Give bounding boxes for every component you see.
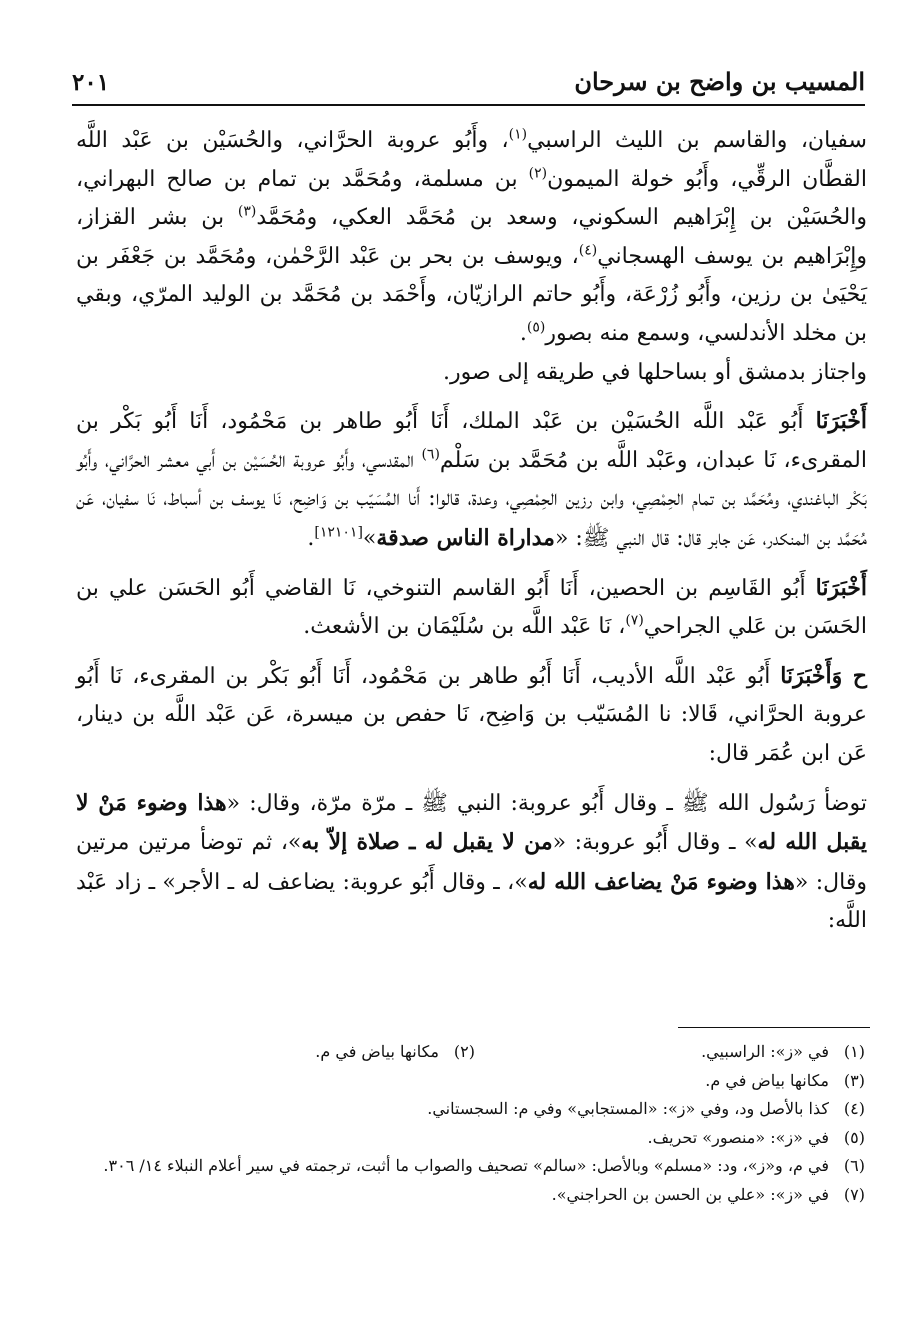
text-run: واجتاز بدمشق أو بساحلها في طريقه إلى صور. bbox=[443, 359, 867, 385]
footnote-number: (٢) bbox=[453, 1042, 475, 1061]
hadith-text: هذا وضوء مَنْ لا يقبل الله له bbox=[76, 789, 867, 856]
text-run: المقدسي، وأَبُو عروبة الحُسَيْن بن أَبي معشر الحرَّاني، وأَبُو بَكْر الباغندي، ومُحَمَّد بن تمام الحِمْصِي، وابن رزين الحِمْصِي، وعدة، قالوا: أَنا المُسَيّب بن وَاضِح، نَا يوسف بن أسباط، نَا سفيان، عَن مُحَمَّد بن المنكدر، عَن جابر قال: قال النبي ﷺ: « bbox=[76, 447, 867, 551]
footnote-ref: (٤) bbox=[578, 242, 598, 259]
footnote-ref: (٣) bbox=[237, 203, 257, 220]
footnote-text: في «ز»: «منصور» تحريف. bbox=[647, 1127, 829, 1147]
text-run: ، وأَبُو عروبة الحرَّاني، والحُسَيْن بن عَبْد اللَّه القطَّان الرقِّي، وأَبُو خولة الميمون bbox=[76, 128, 867, 192]
text-run: ، ويوسف بن بحر بن عَبْد الرَّحْمٰن، ومُحَمَّد بن جَعْفَر بن يَحْيَىٰ بن رزين، وأَبُو زُرْعَة، وأَبُو حاتم الرازيّان، وأَحْمَد بن مُحَمَّد بن الوليد المرّي، وبقي بن مخلد الأندلسي، وسمع منه بصور bbox=[76, 243, 867, 346]
footnote-number: (١) bbox=[843, 1042, 865, 1061]
footnote-2 bbox=[315, 1038, 475, 1067]
paragraph bbox=[76, 402, 867, 558]
footnote-text: في م، و«ز»، ود: «مسلم» وبالأصل: «سالم» تصحيف والصواب ما أثبت، ترجمته في سير أعلام النبلاء ١٤/ ٣٠٦. bbox=[103, 1156, 829, 1175]
text-run: أَبُو عَبْد اللَّه الأديب، أَنَا أَبُو طاهر بن مَحْمُود، أَنَا أَبُو بَكْر بن المقرىء، نَا أَبُو عروبة الحرَّاني، قَالا: نا المُسَيّب بن وَاضِح، نَا حفص بن ميسرة، عَن عَبْد اللَّه بن دينار، عَن ابن عُمَر قال: bbox=[76, 663, 867, 766]
text-run: » ـ وقال أَبُو عروبة: « bbox=[552, 830, 758, 856]
text-run: أَبُو عَبْد اللَّه الحُسَيْن بن عَبْد الملك، أَنَا أَبُو طاهر بن مَحْمُود، أَنَا أَبُو بَكْر بن المقرىء، نَا عبدان، وعَبْد اللَّه بن مُحَمَّد بن سَلْم bbox=[76, 409, 867, 473]
hadith-text: مداراة الناس صدقة bbox=[376, 524, 555, 551]
footnote-number: (٥) bbox=[843, 1127, 865, 1147]
paragraph bbox=[76, 122, 867, 354]
footnote-5 bbox=[80, 1124, 865, 1153]
footnote-ref: (١) bbox=[508, 126, 528, 143]
footnote-number: (٦) bbox=[843, 1156, 865, 1175]
footnotes bbox=[80, 1038, 865, 1209]
footnote-separator bbox=[678, 1027, 870, 1028]
isnad-keyword: أَخْبَرَنَا bbox=[815, 408, 867, 435]
footnote-1 bbox=[475, 1038, 865, 1067]
text-run: . bbox=[307, 525, 315, 551]
footnote-4 bbox=[80, 1095, 865, 1124]
paragraph bbox=[76, 354, 867, 393]
footnote-text: مكانها بياض في م. bbox=[315, 1042, 439, 1061]
paragraph bbox=[76, 657, 867, 774]
text-run: بن مسلمة، ومُحَمَّد بن تمام بن صالح البهراني، والحُسَيْن بن إِبْرَاهيم السكوني، وسعد بن مُحَمَّد العكي، ومُحَمَّد bbox=[76, 166, 867, 231]
isnad-keyword: ح وَأَخْبَرَنَا bbox=[780, 662, 867, 689]
footnote-ref: (٧) bbox=[625, 612, 644, 629]
paragraph bbox=[76, 569, 867, 647]
page-number: ٢٠١ bbox=[72, 69, 110, 96]
text-run: سفيان، والقاسم بن الليث الراسبي bbox=[527, 128, 867, 153]
footnote-number: (٣) bbox=[843, 1070, 865, 1090]
text-run: بن بشر القزاز، وإِبْرَاهيم بن يوسف الهسجاني bbox=[76, 205, 867, 269]
footnote-number: (٤) bbox=[843, 1099, 865, 1118]
footnote-ref: (٢) bbox=[528, 165, 548, 182]
paragraph bbox=[76, 784, 867, 941]
text-run: . bbox=[519, 320, 527, 346]
footnote-text: في «ز»: «علي بن الحسن بن الحراجني». bbox=[551, 1184, 829, 1204]
text-run: ، نَا عَبْد اللَّه بن سُلَيْمَان بن الأشعث. bbox=[303, 614, 626, 640]
hadith-text: هذا وضوء مَنْ يضاعف الله له bbox=[527, 868, 795, 895]
hadith-text: من لا يقبل له ـ صلاة إلاّ به bbox=[301, 829, 553, 856]
footnote-number: (٧) bbox=[843, 1184, 865, 1204]
main-text bbox=[76, 122, 867, 941]
footnote-text: مكانها بياض في م. bbox=[705, 1070, 829, 1090]
footnote-ref: [١٢١٠١] bbox=[314, 524, 363, 541]
footnote-ref: (٦) bbox=[421, 446, 440, 463]
footnote-text: كذا بالأصل ود، وفي «ز»: «المستجابي» وفي م: السجستاني. bbox=[427, 1099, 829, 1118]
footnote-text: في «ز»: الراسبيي. bbox=[701, 1042, 829, 1061]
text-run: » bbox=[362, 525, 377, 551]
footnote-ref: (٥) bbox=[526, 319, 546, 336]
footnote-7 bbox=[80, 1181, 865, 1210]
page-header bbox=[72, 56, 865, 106]
text-run: توضأ رَسُول الله ﷺ ـ وقال أَبُو عروبة: النبي ﷺ ـ مرّة مرّة، وقال: « bbox=[226, 790, 867, 816]
footnote-3 bbox=[80, 1067, 865, 1096]
footnote-6 bbox=[80, 1152, 865, 1181]
footnote-row bbox=[80, 1038, 865, 1067]
text-run: »، ثم توضأ مرتين مرتين وقال: « bbox=[76, 830, 867, 895]
text-run: أَبُو القَاسِم بن الحصين، أَنَا أَبُو القاسم التنوخي، نَا القاضي أَبُو الحَسَن علي بن الحَسَن بن عَلي الجراحي bbox=[76, 575, 867, 640]
text-run: »، ـ وقال أَبُو عروبة: يضاعف له ـ الأجر» ـ زاد عَبْد اللَّه: bbox=[76, 869, 867, 934]
running-title: المسيب بن واضح بن سرحان bbox=[574, 67, 865, 96]
isnad-keyword: أَخْبَرَنَا bbox=[815, 574, 867, 601]
